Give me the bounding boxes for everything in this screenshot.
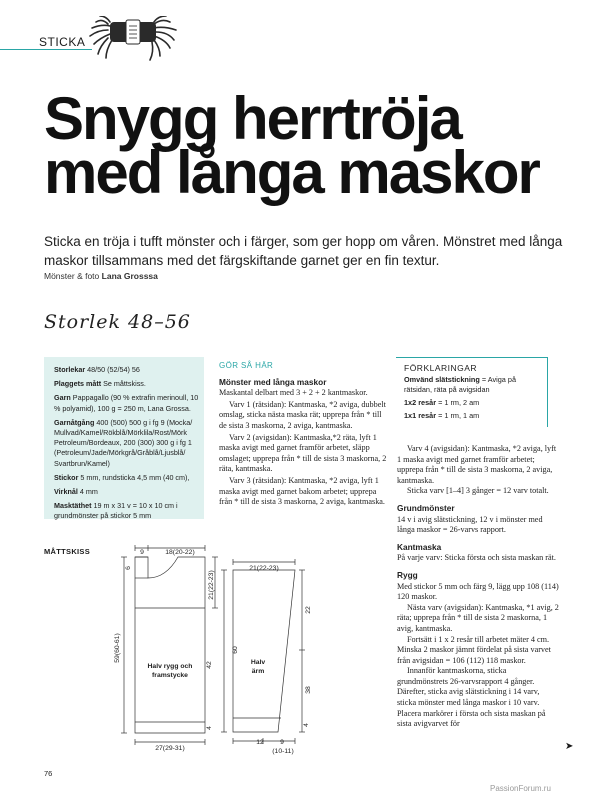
paragraph: Varv 1 (rätsidan): Kantmaska, *2 aviga, dubbelt omslag, sticka nästa maska rät; upprepa från * till de sista 3 maskorna, 2 aviga, kantmaska. xyxy=(219,399,386,430)
dim-sleeve-lower: 38 xyxy=(305,686,312,694)
instructions-column xyxy=(219,361,389,509)
page-title xyxy=(44,85,539,206)
dim-sleeve-cuff: 4 xyxy=(303,723,310,727)
yarn-skein-icon xyxy=(88,16,178,62)
legend-heading: FÖRKLARINGAR xyxy=(404,363,478,373)
legend-item: 1x2 resår = 1 rm, 2 am xyxy=(404,398,480,407)
intro-text: Sticka en tröja i tufft mönster och i färger, som ger hopp om våren. Mönstret med långa maskor tillsammans med det färgskiftande garnet ger en fin textur. xyxy=(44,234,563,268)
watermark: PassionForum.ru xyxy=(490,784,551,793)
paragraph: På varje varv: Sticka första och sista maskan rät. xyxy=(397,553,556,563)
heading-grundmonster: Grundmönster xyxy=(397,502,455,513)
paragraph: Med stickor 5 mm och färg 9, lägg upp 108 (114) 120 maskor. xyxy=(397,581,559,602)
paragraph: Nästa varv (avigsidan): Kantmaska, *1 avig, 2 räta; upprepa från * till de sista 2 maskorna, 1 avig, kantmaska. xyxy=(397,602,559,633)
dim-sleeve-upper: 22 xyxy=(305,606,312,614)
info-item: Virknål 4 mm xyxy=(54,487,98,497)
page-number: 76 xyxy=(44,769,53,778)
body-label-1: Halv rygg och xyxy=(147,663,193,670)
paragraph: Sticka varv [1–4] 3 gånger = 12 varv totalt. xyxy=(407,486,549,496)
dim-body-rib: 4 xyxy=(206,726,213,730)
info-item: Stickor 5 mm, rundsticka 4,5 mm (40 cm), xyxy=(54,472,190,482)
title-line-2: med långa maskor xyxy=(44,139,539,206)
info-item: Masktäthet 19 m x 31 v = 10 x 10 cm i grundmönster på stickor 5 mm xyxy=(54,501,178,521)
dim-sleeve-bottom-sub: (10-11) xyxy=(272,748,294,755)
size-heading: Storlek 48–56 xyxy=(44,311,191,333)
heading-rygg: Rygg xyxy=(397,569,418,580)
info-item: Garnåtgång 400 (500) 500 g i fg 9 (Mocka/ Mullvad/Kamel/Rökblå/Mörklila/Rost/Mörk Petroleum/Bordeaux, 200 (300) 300 g i fg 1 (Petroleum/Jade/Mörkgrå/Gråblå/Ljusblå/ Svartbrun/Kamel) xyxy=(54,417,193,468)
paragraph: Innanför kantmaskorna, sticka grundmönstrets 26-varvsrapport 4 gånger. Därefter, sticka avig slätstickning i 14 varv, sticka mönster med långa maskor i 10 varv. Placera markörer i första och sista maskan på sista avigvarvet för xyxy=(397,666,546,729)
credit-label: Mönster & foto xyxy=(44,271,100,281)
heading-kantmaska: Kantmaska xyxy=(397,541,442,552)
section-heading: GÖR SÅ HÄR xyxy=(219,361,274,370)
dim-neck-depth: 6 xyxy=(125,566,132,570)
dim-sleeve-total: 60 xyxy=(232,646,239,654)
info-item: Garn Pappagallo (90 % extrafin merinoull, 10 % polyamid), 100 g = 250 m, Lana Grossa. xyxy=(54,393,199,413)
paragraph: Varv 3 (rätsidan): Kantmaska, *2 aviga, lyft 1 maska avigt med garnet bakom arbetet; upprepa från * till de sista 3 maskorna, 2 aviga, kantmaska. xyxy=(219,475,385,507)
paragraph: Fortsätt i 1 x 2 resår till arbetet mäter 4 cm. Minska 2 maskor jämnt fördelat på sista varvet från avigsidan = 106 (112) 118 maskor. xyxy=(397,634,551,665)
pattern-heading: Mönster med långa maskor xyxy=(219,376,327,387)
body-label-2: framstycke xyxy=(152,672,188,679)
sleeve-label-2: ärm xyxy=(251,668,265,675)
paragraph: Varv 4 (avigsidan): Kantmaska, *2 aviga, lyft 1 maska avigt med garnet framför arbetet; upprepa från * till de sista 3 maskorna, 2 aviga, kantmaska. xyxy=(397,444,557,485)
dim-armhole: 21(22-23) xyxy=(208,570,215,600)
credit-line xyxy=(44,271,158,281)
paragraph: Maskantal delbart med 3 + 2 + 2 kantmaskor. xyxy=(219,388,368,398)
dim-body-total: 59(60-61) xyxy=(114,633,121,663)
schematic-title: MÅTTSKISS xyxy=(44,547,91,556)
dim-sleeve-top: 21(22-23) xyxy=(249,565,279,572)
info-item: Storlekar 48/50 (52/54) 56 xyxy=(54,365,140,374)
materials-box xyxy=(44,357,204,519)
sleeve-label-1: Halv xyxy=(250,659,266,666)
paragraph: 14 v i avig slätstickning, 12 v i mönster med långa maskor = 26-varvs rapport. xyxy=(397,514,543,535)
dim-body-width: 27(29-31) xyxy=(155,745,185,752)
legend-item: Omvänd slätstickning = Aviga på rätsidan, räta på avigsidan xyxy=(404,375,517,394)
info-item: Plaggets mått Se måttskiss. xyxy=(54,379,146,389)
dim-body-top-right: 18(20-22) xyxy=(165,549,195,556)
dim-sleeve-bottom-left: 12 xyxy=(256,739,264,746)
section-label: STICKA xyxy=(39,35,86,49)
header-rule xyxy=(0,49,92,50)
dim-body-top-left: 9 xyxy=(140,549,144,556)
legend-box xyxy=(396,357,548,427)
legend-item: 1x1 resår = 1 rm, 1 am xyxy=(404,411,480,420)
dim-sleeve-bottom-right: 9 xyxy=(280,739,284,746)
dim-body-side: 42 xyxy=(206,661,213,669)
measurement-schematic xyxy=(100,540,340,755)
instructions-column-2 xyxy=(397,444,559,730)
credit-name: Lana Grosssa xyxy=(101,271,158,281)
paragraph: Varv 2 (avigsidan): Kantmaska,*2 räta, lyft 1 maska avigt med garnet framför arbetet, släpp omslaget; upprepa från * till de sista 3 maskorna, 2 räta, kantmaska. xyxy=(219,432,387,474)
continue-arrow-icon: ➤ xyxy=(565,741,574,752)
title-line-1: Snygg herrtröja xyxy=(44,85,461,152)
